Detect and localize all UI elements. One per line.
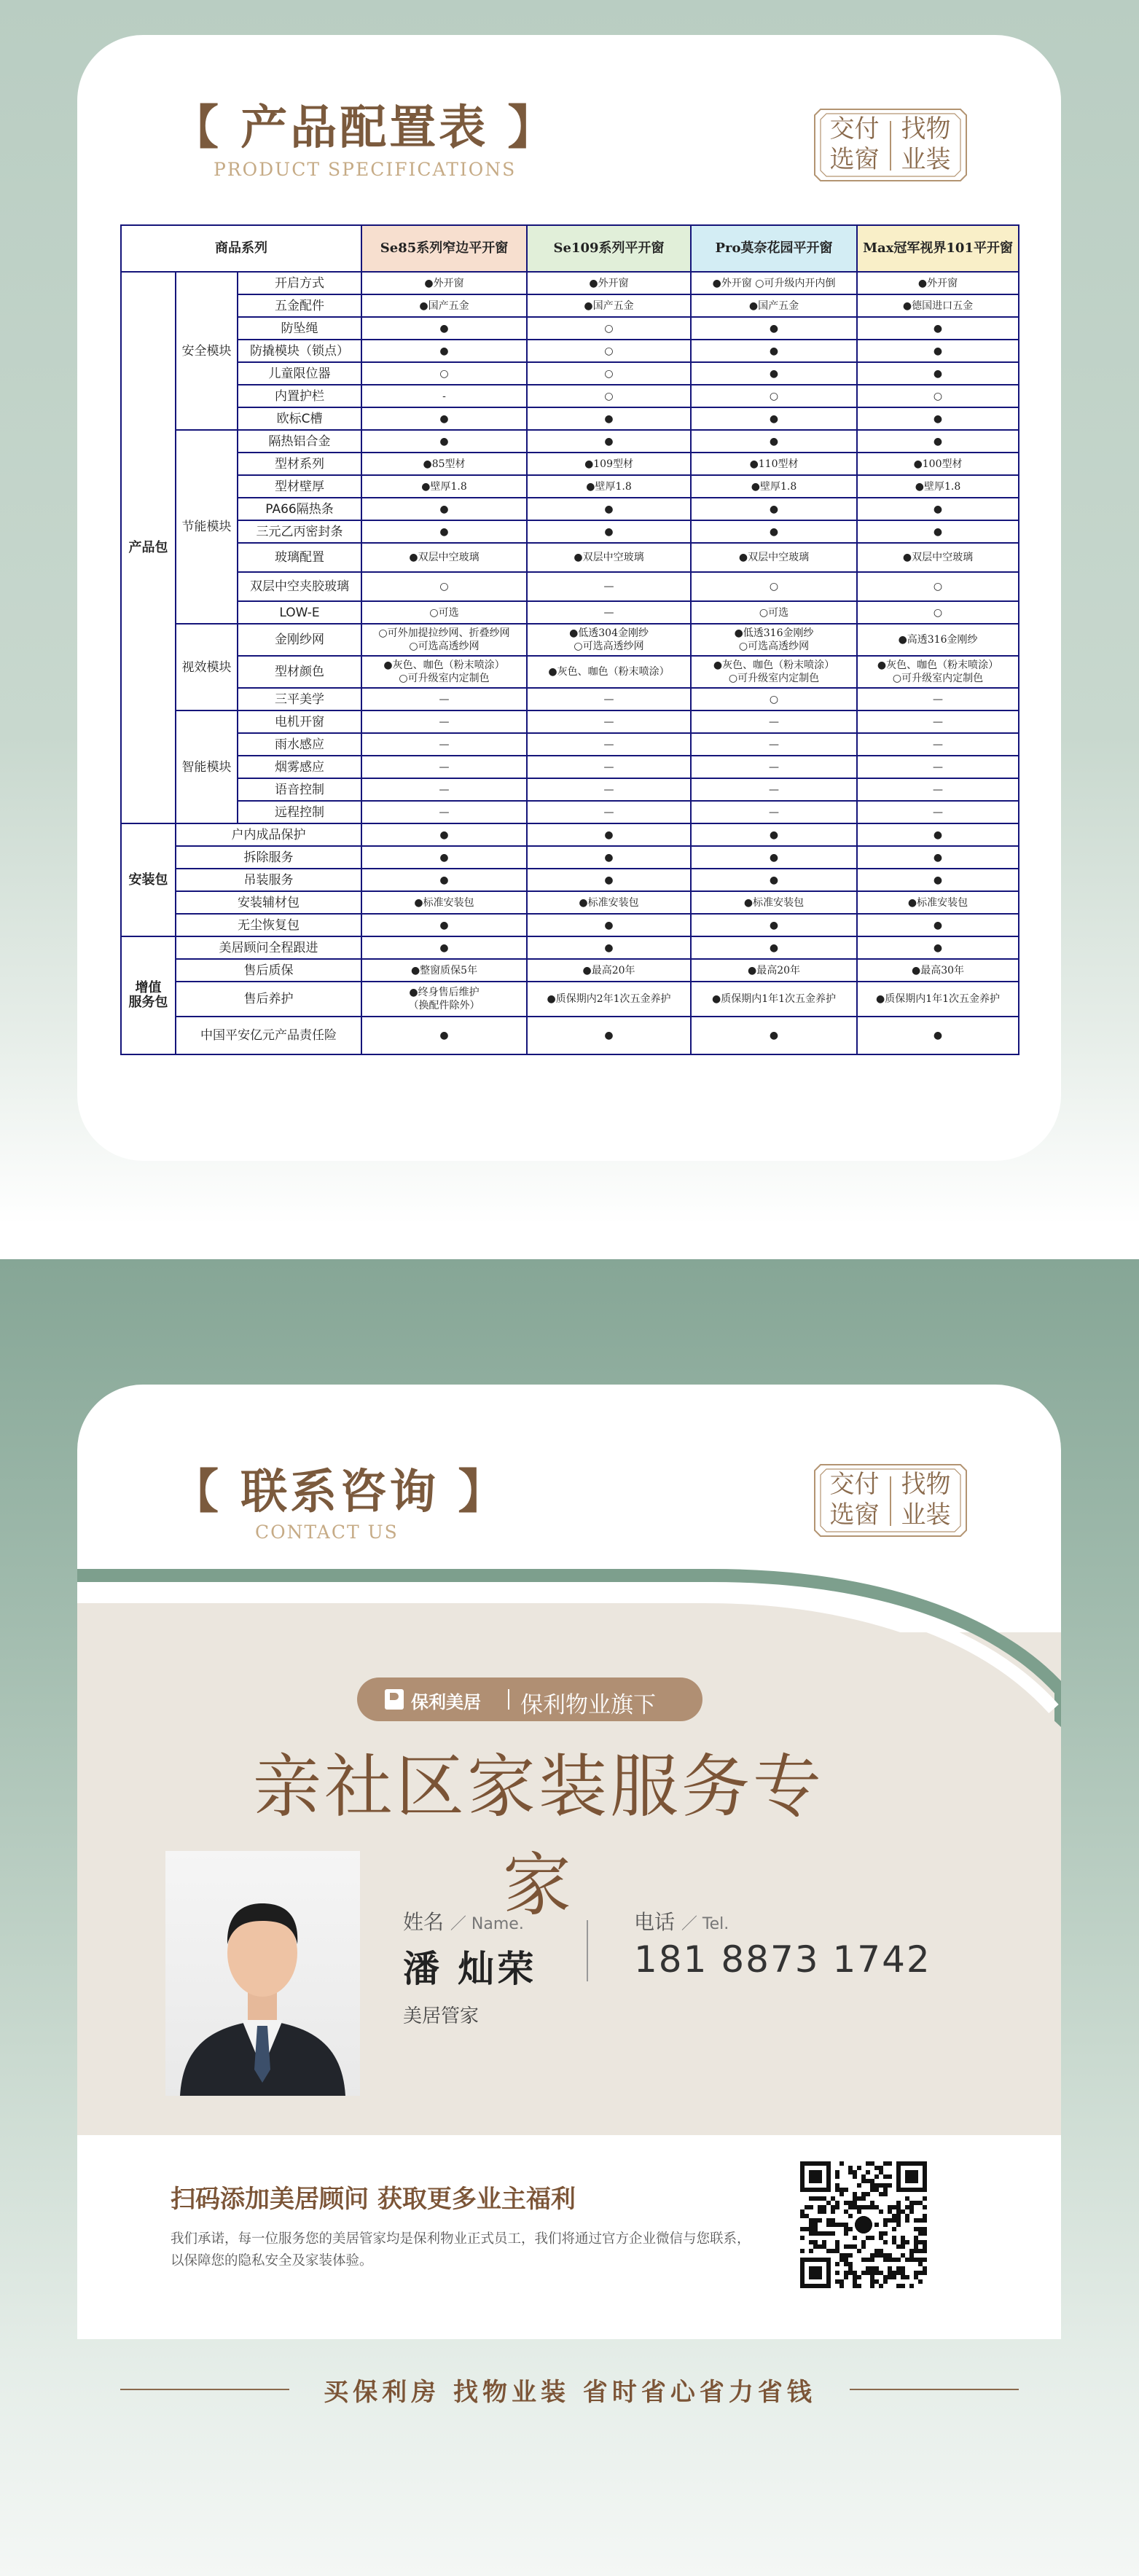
value-cell: ●: [361, 1017, 527, 1054]
value-cell: ●: [857, 936, 1019, 959]
value-cell: ●: [527, 823, 691, 846]
value-cell: —: [691, 801, 857, 823]
promo-text: 我们承诺，每一位服务您的美居管家均是保利物业正式员工，我们将通过官方企业微信与您联系，以保障您的隐私安全及家装体验。: [171, 2231, 751, 2268]
value-cell: ●: [857, 317, 1019, 340]
value-cell: ●: [361, 846, 527, 869]
value-cell: ●: [527, 407, 691, 430]
table-row: [121, 543, 1019, 572]
feature-cell: 远程控制: [238, 801, 361, 823]
spec-subtitle: PRODUCT SPECIFICATIONS: [214, 159, 517, 180]
table-row: [121, 624, 1019, 656]
value-cell: ●质保期内2年1次五金养护: [527, 982, 691, 1017]
value-cell: —: [527, 733, 691, 756]
advisor-role: 美居管家: [403, 2005, 480, 2027]
value-cell: ●标准安装包: [857, 891, 1019, 914]
feature-cell: 电机开窗: [238, 710, 361, 733]
package-cell: 安装包: [121, 823, 176, 936]
value-cell: ●: [361, 823, 527, 846]
name-label-text: 姓名: [403, 1910, 445, 1934]
seal-left-text: 交付 选窗: [829, 114, 880, 174]
brand-pill: [357, 1677, 702, 1721]
feature-cell: 户内成品保护: [176, 823, 361, 846]
table-row: [121, 656, 1019, 688]
value-cell: ●: [857, 869, 1019, 891]
table-row: [121, 914, 1019, 936]
table-row: [121, 1017, 1019, 1054]
brand-divider: [508, 1689, 509, 1710]
table-row: [121, 362, 1019, 385]
feature-cell: 中国平安亿元产品责任险: [176, 1017, 361, 1054]
value-cell: ●灰色、咖色（粉末喷涂） ○可升级室内定制色: [691, 656, 857, 688]
value-cell: ●壁厚1.8: [361, 475, 527, 498]
value-cell: ○: [527, 317, 691, 340]
value-cell: ●100型材: [857, 453, 1019, 475]
value-cell: ○: [857, 601, 1019, 624]
value-cell: ●: [857, 340, 1019, 362]
value-cell: ●外开窗: [527, 272, 691, 294]
feature-cell: 隔热铝合金: [238, 430, 361, 453]
headline: 亲社区家装服务专家: [252, 1747, 824, 1925]
value-cell: ●: [691, 846, 857, 869]
seal-badge-contact: [810, 1460, 971, 1540]
table-row: [121, 340, 1019, 362]
header-col-se109: Se109系列平开窗: [527, 225, 691, 272]
value-cell: ●最高20年: [527, 959, 691, 982]
feature-cell: 双层中空夹胶玻璃: [238, 572, 361, 601]
value-cell: ●壁厚1.8: [527, 475, 691, 498]
value-cell: ●最高30年: [857, 959, 1019, 982]
feature-cell: 玻璃配置: [238, 543, 361, 572]
value-cell: ●整窗质保5年: [361, 959, 527, 982]
spec-table: [120, 224, 1019, 1055]
value-cell: —: [857, 710, 1019, 733]
value-cell: ●壁厚1.8: [857, 475, 1019, 498]
value-cell: ●: [361, 498, 527, 520]
table-row: [121, 498, 1019, 520]
value-cell: —: [691, 733, 857, 756]
value-cell: ●国产五金: [691, 294, 857, 317]
feature-cell: 无尘恢复包: [176, 914, 361, 936]
value-cell: ●外开窗: [857, 272, 1019, 294]
feature-cell: 型材壁厚: [238, 475, 361, 498]
value-cell: ●质保期内1年1次五金养护: [857, 982, 1019, 1017]
table-row: [121, 823, 1019, 846]
value-cell: ●: [857, 407, 1019, 430]
feature-cell: 型材系列: [238, 453, 361, 475]
header-col-pro: Pro莫奈花园平开窗: [691, 225, 857, 272]
value-cell: ●: [361, 317, 527, 340]
feature-cell: 安装辅材包: [176, 891, 361, 914]
value-cell: ●: [691, 340, 857, 362]
value-cell: ○: [857, 385, 1019, 407]
value-cell: ●: [527, 936, 691, 959]
value-cell: ○: [527, 385, 691, 407]
value-cell: ●: [527, 430, 691, 453]
value-cell: ○: [527, 340, 691, 362]
header-col-se85: Se85系列窄边平开窗: [361, 225, 527, 272]
contact-subtitle: CONTACT US: [255, 1522, 399, 1543]
value-cell: ●: [691, 430, 857, 453]
seal-badge: [810, 105, 971, 185]
value-cell: ●质保期内1年1次五金养护: [691, 982, 857, 1017]
value-cell: ●: [691, 936, 857, 959]
value-cell: —: [361, 710, 527, 733]
value-cell: ●终身售后维护 （换配件除外）: [361, 982, 527, 1017]
spec-table-wrapper: [120, 224, 1018, 1055]
feature-cell: 售后养护: [176, 982, 361, 1017]
feature-cell: 烟雾感应: [238, 756, 361, 778]
value-cell: —: [527, 801, 691, 823]
value-cell: ●: [361, 340, 527, 362]
value-cell: ○: [527, 362, 691, 385]
value-cell: ●: [857, 823, 1019, 846]
table-row: [121, 733, 1019, 756]
value-cell: ●双层中空玻璃: [527, 543, 691, 572]
value-cell: ●: [857, 1017, 1019, 1054]
value-cell: ●: [691, 823, 857, 846]
table-row: [121, 778, 1019, 801]
value-cell: —: [527, 778, 691, 801]
value-cell: ●最高20年: [691, 959, 857, 982]
value-cell: ○可选: [691, 601, 857, 624]
value-cell: ●: [691, 520, 857, 543]
header-col-max: Max冠军视界101平开窗: [857, 225, 1019, 272]
contact-divider: [587, 1920, 588, 1981]
brand-logo-icon: [385, 1689, 404, 1710]
feature-cell: 语音控制: [238, 778, 361, 801]
value-cell: ●: [361, 520, 527, 543]
value-cell: —: [857, 733, 1019, 756]
table-row: [121, 317, 1019, 340]
value-cell: ○可选: [361, 601, 527, 624]
value-cell: ●: [361, 936, 527, 959]
value-cell: ●国产五金: [361, 294, 527, 317]
value-cell: ●灰色、咖色（粉末喷涂）: [527, 656, 691, 688]
value-cell: —: [527, 688, 691, 710]
module-cell: 智能模块: [176, 710, 238, 823]
spec-table-body: [121, 272, 1019, 1054]
table-row: [121, 846, 1019, 869]
advisor-photo: [165, 1851, 360, 2096]
value-cell: ○: [691, 572, 857, 601]
feature-cell: LOW-E: [238, 601, 361, 624]
feature-cell: 售后质保: [176, 959, 361, 982]
value-cell: ○: [361, 572, 527, 601]
value-cell: ●: [691, 1017, 857, 1054]
value-cell: ●外开窗 ○可升级内开内倒: [691, 272, 857, 294]
feature-cell: 防坠绳: [238, 317, 361, 340]
value-cell: ●低透304金刚纱 ○可选高透纱网: [527, 624, 691, 656]
feature-cell: 美居顾问全程跟进: [176, 936, 361, 959]
value-cell: ●低透316金刚纱 ○可选高透纱网: [691, 624, 857, 656]
value-cell: ●: [857, 430, 1019, 453]
value-cell: ●: [857, 914, 1019, 936]
table-row: [121, 891, 1019, 914]
value-cell: —: [857, 756, 1019, 778]
value-cell: ●: [361, 407, 527, 430]
table-row: [121, 601, 1019, 624]
value-cell: ○: [691, 688, 857, 710]
table-row: [121, 453, 1019, 475]
person-portrait-icon: [165, 1851, 360, 2096]
value-cell: —: [361, 756, 527, 778]
value-cell: ●: [691, 317, 857, 340]
value-cell: ●外开窗: [361, 272, 527, 294]
value-cell: —: [527, 601, 691, 624]
feature-cell: 拆除服务: [176, 846, 361, 869]
value-cell: ●: [691, 407, 857, 430]
brand-tagline: 保利物业旗下: [520, 1692, 656, 1718]
table-row: [121, 982, 1019, 1017]
value-cell: ○: [857, 572, 1019, 601]
feature-cell: PA66隔热条: [238, 498, 361, 520]
value-cell: ●: [527, 520, 691, 543]
seal-right-text: 找物 业装: [901, 1470, 951, 1530]
footer-line-left: [120, 2389, 289, 2390]
value-cell: —: [361, 801, 527, 823]
value-cell: ●: [527, 1017, 691, 1054]
value-cell: ●110型材: [691, 453, 857, 475]
value-cell: ●壁厚1.8: [691, 475, 857, 498]
package-cell: 增值 服务包: [121, 936, 176, 1054]
table-row: [121, 959, 1019, 982]
table-row: [121, 801, 1019, 823]
value-cell: —: [527, 756, 691, 778]
table-row: [121, 756, 1019, 778]
value-cell: —: [361, 778, 527, 801]
value-cell: —: [857, 801, 1019, 823]
phone-label: [634, 1906, 729, 1935]
value-cell: ●德国进口五金: [857, 294, 1019, 317]
value-cell: ●双层中空玻璃: [857, 543, 1019, 572]
advisor-name: 潘 灿荣: [403, 1948, 537, 1990]
value-cell: ●: [691, 498, 857, 520]
value-cell: —: [857, 778, 1019, 801]
value-cell: ●: [361, 914, 527, 936]
feature-cell: 雨水感应: [238, 733, 361, 756]
table-row: [121, 475, 1019, 498]
value-cell: —: [527, 572, 691, 601]
table-row: [121, 430, 1019, 453]
feature-cell: 三平美学: [238, 688, 361, 710]
phone-label-en: ／ Tel.: [681, 1915, 729, 1933]
value-cell: ●双层中空玻璃: [361, 543, 527, 572]
value-cell: ●标准安装包: [691, 891, 857, 914]
value-cell: -: [361, 385, 527, 407]
feature-cell: 三元乙丙密封条: [238, 520, 361, 543]
footer-slogan: 买保利房 找物业装 省时省心省力省钱: [324, 2378, 816, 2407]
value-cell: ●: [527, 846, 691, 869]
name-label-en: ／ Name.: [450, 1915, 524, 1933]
feature-cell: 儿童限位器: [238, 362, 361, 385]
table-row: [121, 710, 1019, 733]
value-cell: —: [691, 710, 857, 733]
table-row: [121, 272, 1019, 294]
feature-cell: 吊装服务: [176, 869, 361, 891]
value-cell: ○: [691, 385, 857, 407]
feature-cell: 防撬模块（锁点）: [238, 340, 361, 362]
table-row: [121, 869, 1019, 891]
promo-title: 扫码添加美居顾问 获取更多业主福利: [171, 2185, 576, 2214]
phone-number[interactable]: 181 8873 1742: [634, 1938, 931, 1981]
qr-code[interactable]: [794, 2156, 933, 2294]
table-row: [121, 407, 1019, 430]
feature-cell: 内置护栏: [238, 385, 361, 407]
value-cell: ●: [857, 520, 1019, 543]
qr-code-icon: [800, 2161, 927, 2288]
value-cell: ●: [691, 914, 857, 936]
value-cell: —: [361, 733, 527, 756]
value-cell: ●85型材: [361, 453, 527, 475]
value-cell: ●灰色、咖色（粉末喷涂） ○可升级室内定制色: [857, 656, 1019, 688]
value-cell: —: [527, 710, 691, 733]
value-cell: ●高透316金刚纱: [857, 624, 1019, 656]
value-cell: ○可外加提拉纱网、折叠纱网 ○可选高透纱网: [361, 624, 527, 656]
value-cell: ●标准安装包: [527, 891, 691, 914]
module-cell: 节能模块: [176, 430, 238, 624]
value-cell: ●: [527, 869, 691, 891]
package-cell: 产品包: [121, 272, 176, 823]
value-cell: ●国产五金: [527, 294, 691, 317]
spec-title: 【 产品配置表 】: [172, 101, 557, 155]
value-cell: ●: [361, 869, 527, 891]
contact-title: 【 联系咨询 】: [172, 1465, 508, 1519]
value-cell: ●灰色、咖色（粉末喷涂） ○可升级室内定制色: [361, 656, 527, 688]
table-row: [121, 385, 1019, 407]
value-cell: ●: [691, 362, 857, 385]
table-row: [121, 294, 1019, 317]
module-cell: 视效模块: [176, 624, 238, 710]
value-cell: —: [691, 778, 857, 801]
seal-right-text: 找物 业装: [901, 114, 951, 174]
value-cell: —: [691, 756, 857, 778]
table-row: [121, 936, 1019, 959]
value-cell: ●: [691, 869, 857, 891]
feature-cell: 五金配件: [238, 294, 361, 317]
name-label: [403, 1906, 524, 1935]
value-cell: ●: [857, 362, 1019, 385]
seal-left-text: 交付 选窗: [829, 1470, 880, 1530]
value-cell: ●: [527, 914, 691, 936]
value-cell: —: [361, 688, 527, 710]
feature-cell: 型材颜色: [238, 656, 361, 688]
table-header-row: [121, 225, 1019, 272]
value-cell: ●双层中空玻璃: [691, 543, 857, 572]
brand-name: 保利美居: [411, 1692, 481, 1712]
value-cell: ●: [527, 498, 691, 520]
feature-cell: 金刚纱网: [238, 624, 361, 656]
value-cell: ●标准安装包: [361, 891, 527, 914]
table-row: [121, 688, 1019, 710]
header-series-label: 商品系列: [121, 225, 361, 272]
value-cell: —: [857, 688, 1019, 710]
value-cell: ●: [361, 430, 527, 453]
module-cell: 安全模块: [176, 272, 238, 430]
phone-label-text: 电话: [634, 1910, 676, 1934]
table-row: [121, 572, 1019, 601]
table-row: [121, 520, 1019, 543]
value-cell: ●: [857, 846, 1019, 869]
footer-line-right: [850, 2389, 1019, 2390]
feature-cell: 开启方式: [238, 272, 361, 294]
value-cell: ○: [361, 362, 527, 385]
value-cell: ●109型材: [527, 453, 691, 475]
feature-cell: 欧标C槽: [238, 407, 361, 430]
value-cell: ●: [857, 498, 1019, 520]
